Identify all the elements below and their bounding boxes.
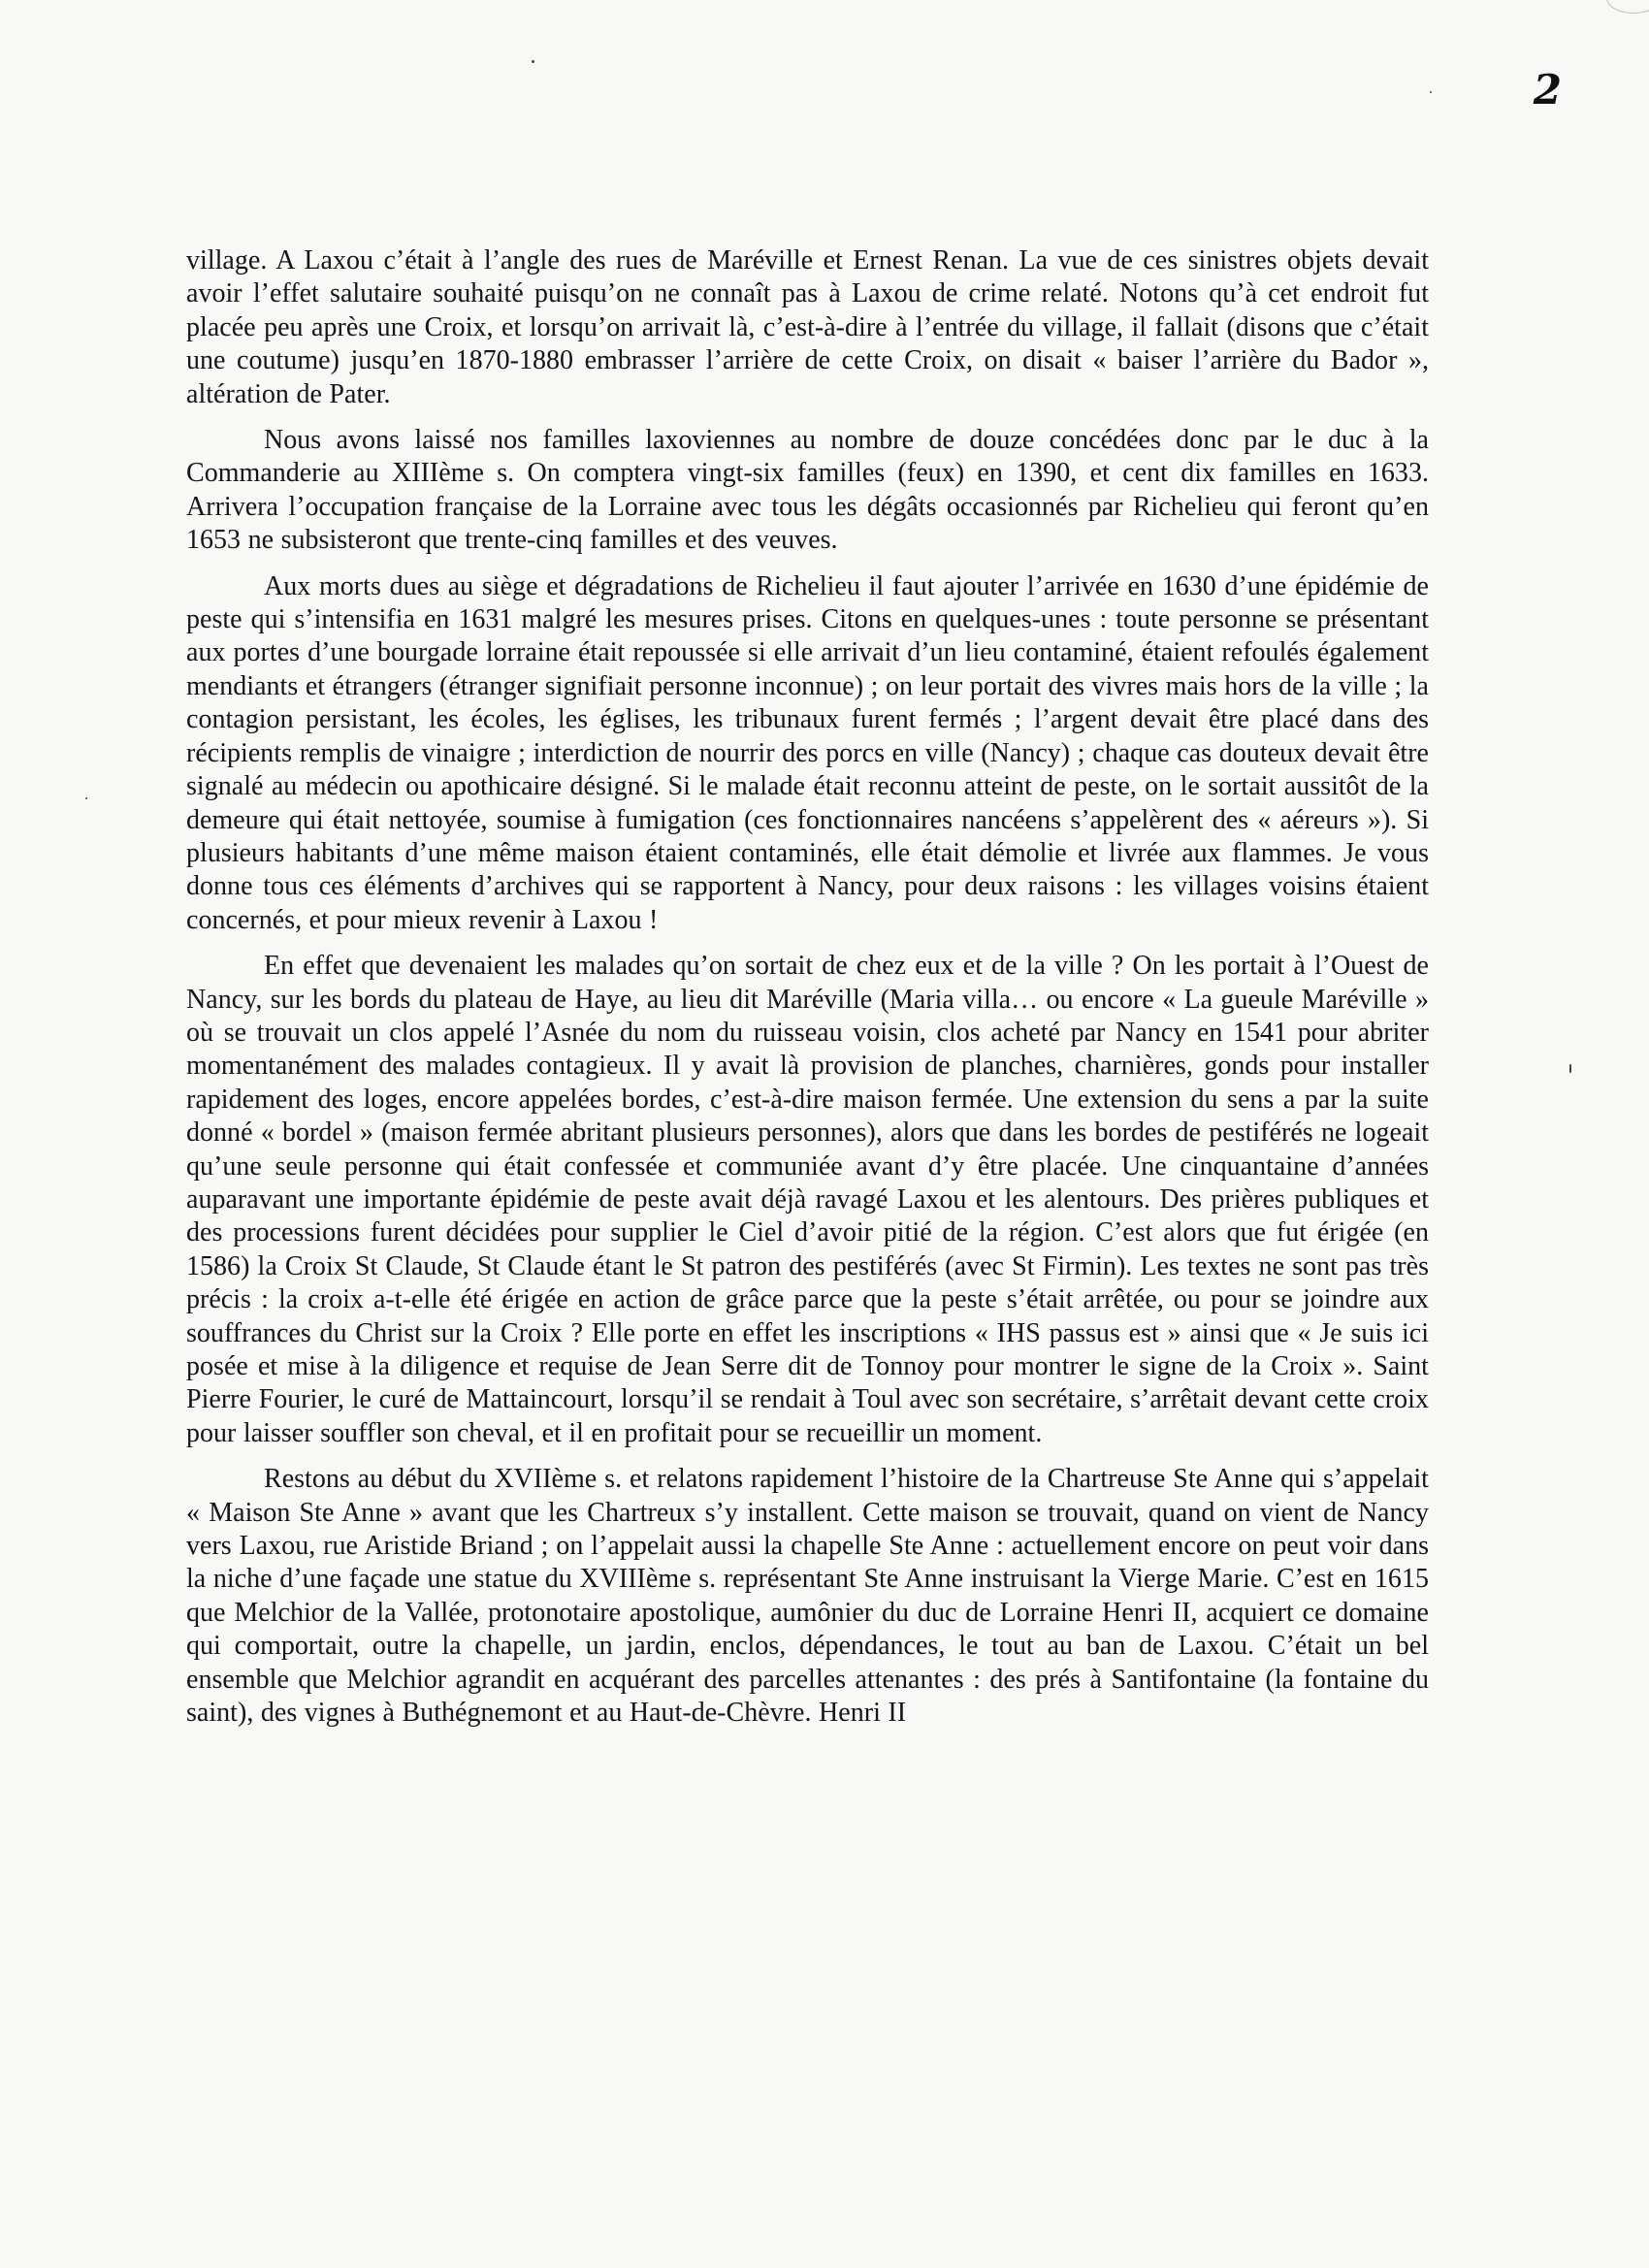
scan-corner-mark — [1606, 0, 1649, 14]
body-text — [186, 244, 1429, 1742]
paragraph-1: village. A Laxou c’était à l’angle des rues de Maréville et Ernest Renan. La vue de ces sinistres objets devait avoir l’effet salutaire souhaité puisqu’on ne connaît pas à Laxou de crime relaté. Notons qu’à cet endroit fut placée peu après une Croix, et lorsqu’on arrivait là, c’est-à-dire à l’entrée du village, il fallait (disons que c’était une coutume) jusqu’en 1870-1880 embrasser l’arrière de cette Croix, on disait « baiser l’arrière du Bador », altération de Pater. — [186, 245, 1429, 409]
scan-speck — [532, 60, 534, 63]
page-number: 2 — [1533, 66, 1562, 113]
paragraph-2: Nous avons laissé nos familles laxoviennes au nombre de douze concédées donc par le duc à la Commanderie au XIIIème s. On comptera vingt-six familles (feux) en 1390, et cent dix familles en 1633. Arrivera l’occupation française de la Lorraine avec tous les dégâts occasionnés par Richelieu qui feront qu’en 1653 ne subsisteront que trente-cinq familles et des veuves. — [186, 425, 1429, 556]
paragraph-5: Restons au début du XVIIème s. et relatons rapidement l’histoire de la Chartreuse Ste Anne qui s’appelait « Maison Ste Anne » avant que les Chartreux s’y installent. Cette maison se trouvait, quand on vient de Nancy vers Laxou, rue Aristide Briand ; on l’appelait aussi la chapelle Ste Anne : actuellement encore on peut voir dans la niche d’une façade une statue du XVIIIème s. représentant Ste Anne instruisant la Vierge Marie. C’est en 1615 que Melchior de la Vallée, protonotaire apostolique, aumônier du duc de Lorraine Henri II, acquiert ce domaine qui comportait, outre la chapelle, un jardin, enclos, dépendances, le tout au ban de Laxou. C’était un bel ensemble que Melchior agrandit en acquérant des parcelles attenantes : des prés à Santifontaine (la fontaine du saint), des vignes à Buthégnemont et au Haut-de-Chèvre. Henri II — [186, 1464, 1429, 1729]
scan-speck — [1569, 1064, 1571, 1073]
scan-speck — [85, 797, 87, 799]
paragraph-3: Aux morts dues au siège et dégradations de Richelieu il faut ajouter l’arrivée en 1630 d’une épidémie de peste qui s’intensifia en 1631 malgré les mesures prises. Citons en quelques-unes : toute personne se présentant aux portes d’une bourgade lorraine était repoussée si elle arrivait d’un lieu contaminé, étaient refoulés également mendiants et étrangers (étranger signifiait personne inconnue) ; on leur portait des vivres mais hors de la ville ; la contagion persistant, les écoles, les églises, les tribunaux furent fermés ; l’argent devait être placé dans des récipients remplis de vinaigre ; interdiction de nourrir des porcs en ville (Nancy) ; chaque cas douteux devait être signalé au médecin ou apothicaire désigné. Si le malade était reconnu atteint de peste, on le sortait aussitôt de la demeure qui était nettoyée, soumise à fumigation (ces fonctionnaires nancéens s’appelèrent des « aéreurs »). Si plusieurs habitants d’une même maison étaient contaminés, elle était démolie et livrée aux flammes. Je vous donne tous ces éléments d’archives qui se rapportent à Nancy, pour deux raisons : les villages voisins étaient concernés, et pour mieux revenir à Laxou ! — [186, 570, 1429, 935]
paragraph-4: En effet que devenaient les malades qu’on sortait de chez eux et de la ville ? On les portait à l’Ouest de Nancy, sur les bords du plateau de Haye, au lieu dit Maréville (Maria villa… ou encore « La gueule Maréville » où se trouvait un clos appelé l’Asnée du nom du ruisseau voisin, clos acheté par Nancy en 1541 pour abriter momentanément des malades contagieux. Il y avait là provision de planches, charnières, gonds pour installer rapidement des loges, encore appelées bordes, c’est-à-dire maison fermée. Une extension du sens a par la suite donné « bordel » (maison fermée abritant plusieurs personnes), alors que dans les bordes de pestiférés ne logeait qu’une seule personne qui était confessée et communiée avant d’y être placée. Une cinquantaine d’années auparavant une importante épidémie de peste avait déjà ravagé Laxou et les alentours. Des prières publiques et des processions furent décidées pour supplier le Ciel d’avoir pitié de la région. C’est alors que fut érigée (en 1586) la Croix St Claude, St Claude étant le St patron des pestiférés (avec St Firmin). Les textes ne sont pas très précis : la croix a-t-elle été érigée en action de grâce parce que la peste s’était arrêtée, ou pour se joindre aux souffrances du Christ sur la Croix ? Elle porte en effet les inscriptions « IHS passus est » ainsi que « Je suis ici posée et mise à la diligence et requise de Jean Serre dit de Tonnoy pour montrer le signe de la Croix ». Saint Pierre Fourier, le curé de Mattaincourt, lorsqu’il se rendait à Toul avec son secrétaire, s’arrêtait devant cette croix pour laisser souffler son cheval, et il en profitait pour se recueillir un moment. — [186, 951, 1429, 1448]
scan-speck — [1430, 91, 1432, 93]
